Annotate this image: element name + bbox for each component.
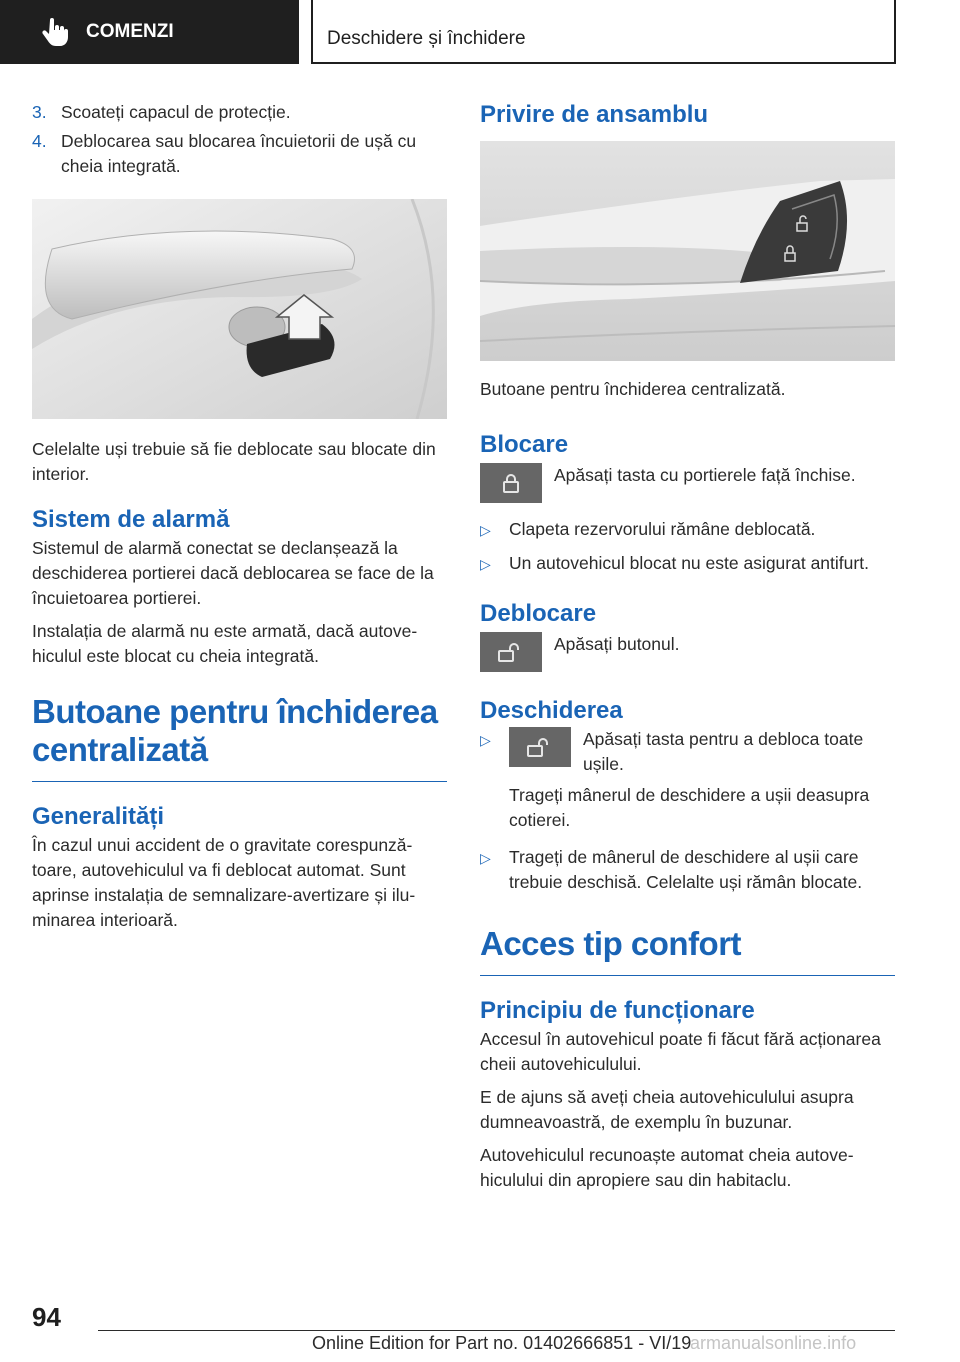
principle-paragraph: E de ajuns să aveți cheia autovehiculului asupra dumneavoastră, de exemplu în buzunar. (480, 1087, 854, 1132)
open-bullet-list (480, 727, 895, 777)
watermark: armanualsonline.info (690, 1333, 857, 1353)
comfort-heading: Acces tip confort (480, 925, 895, 976)
list-item (480, 727, 895, 777)
unlock-instruction (480, 632, 895, 672)
central-lock-buttons-photo (480, 141, 895, 361)
alarm-heading: Sistem de alarmă (32, 506, 230, 533)
footer-rule (98, 1330, 895, 1331)
photo-caption: Butoane pentru închiderea centralizată. (480, 379, 786, 399)
open-instruction (509, 727, 895, 777)
main-section-heading: Butoane pentru închiderea centralizată (32, 693, 447, 782)
lock-text: Apăsați tasta cu portierele față închise. (554, 465, 856, 485)
step-text: Scoateți capacul de protecție. (61, 102, 291, 122)
open-bullet-list (480, 845, 895, 895)
open-heading: Deschiderea (480, 697, 623, 724)
list-item-text: Clapeta rezervorului rămâne deblocată. (509, 519, 816, 539)
triangle-bullet-icon: ▷ (480, 522, 491, 538)
general-paragraph: În cazul unui accident de o gravitate corespunzătoare, autovehiculul va fi deblocat automat. Sunt aprinse instalația de semnalizare-avertizare și iluminarea interioară. (32, 835, 416, 930)
list-item (480, 551, 895, 577)
step-number: 3. (32, 102, 47, 122)
after-photo-text: Celelalte uși trebuie să fie deblocate sau blocate din interior. (32, 439, 436, 484)
door-panel-illustration (480, 141, 895, 361)
lock-bullet-list (480, 517, 895, 577)
step-number: 4. (32, 131, 47, 151)
lock-open-icon (495, 641, 527, 663)
principle-heading: Principiu de funcționare (480, 997, 755, 1024)
triangle-bullet-icon: ▷ (480, 850, 491, 866)
open-continuation: Trageți mânerul de deschidere a ușii deasupra cotierei. (509, 785, 870, 830)
step-list (32, 100, 447, 179)
step-item (32, 129, 447, 179)
lock-instruction (480, 463, 895, 503)
step-text: Deblocarea sau blocarea încuietorii de ușă cu cheia integrată. (61, 131, 417, 176)
list-item (480, 845, 895, 895)
alarm-paragraph: Instalația de alarmă nu este armată, dacă autovehiculul este blocat cu cheia integrată. (32, 621, 418, 666)
lock-button-image (480, 463, 542, 503)
general-heading: Generalități (32, 803, 165, 830)
principle-paragraph: Autovehiculul recunoaște automat cheia autovehiculului din apropiere sau din habitaclu. (480, 1145, 854, 1190)
lock-heading: Blocare (480, 431, 569, 458)
right-column (480, 100, 895, 1201)
unlock-heading: Deblocare (480, 600, 597, 627)
door-handle-illustration (32, 199, 447, 419)
triangle-bullet-icon: ▷ (480, 732, 491, 748)
list-item-text: Apăsați tasta pentru a debloca toate ușile. (583, 729, 864, 774)
left-column (32, 100, 447, 941)
section-tab[interactable] (0, 0, 299, 64)
triangle-bullet-icon: ▷ (480, 556, 491, 572)
step-item (32, 100, 447, 125)
edition-note: Online Edition for Part no. 01402666851 - VI/19 (312, 1333, 692, 1353)
unlock-button-image (509, 727, 571, 767)
page-number: 94 (32, 1302, 61, 1332)
overview-heading: Privire de ansamblu (480, 101, 709, 128)
door-handle-key-photo (32, 199, 447, 419)
list-item-text: Un autovehicul blocat nu este asigurat antifurt. (509, 553, 869, 573)
lock-open-icon (524, 736, 556, 758)
chapter-title: Deschidere și închidere (311, 0, 896, 64)
lock-closed-icon (500, 472, 522, 494)
principle-paragraph: Accesul în autovehicul poate fi făcut fără acționarea cheii autovehiculului. (480, 1029, 881, 1074)
list-item (480, 517, 895, 543)
alarm-paragraph: Sistemul de alarmă conectat se declanșează la deschiderea portierei dacă deblocarea se face de la încuietoarea portierei. (32, 538, 434, 608)
unlock-button-image (480, 632, 542, 672)
hand-pointer-icon (42, 18, 68, 46)
page-header (0, 0, 960, 66)
list-item-text: Trageți de mânerul de deschidere al ușii care trebuie deschisă. Celelalte uși rămân blocate. (509, 847, 863, 892)
section-tab-label: COMENZI (86, 21, 174, 42)
unlock-text: Apăsați butonul. (554, 634, 680, 654)
